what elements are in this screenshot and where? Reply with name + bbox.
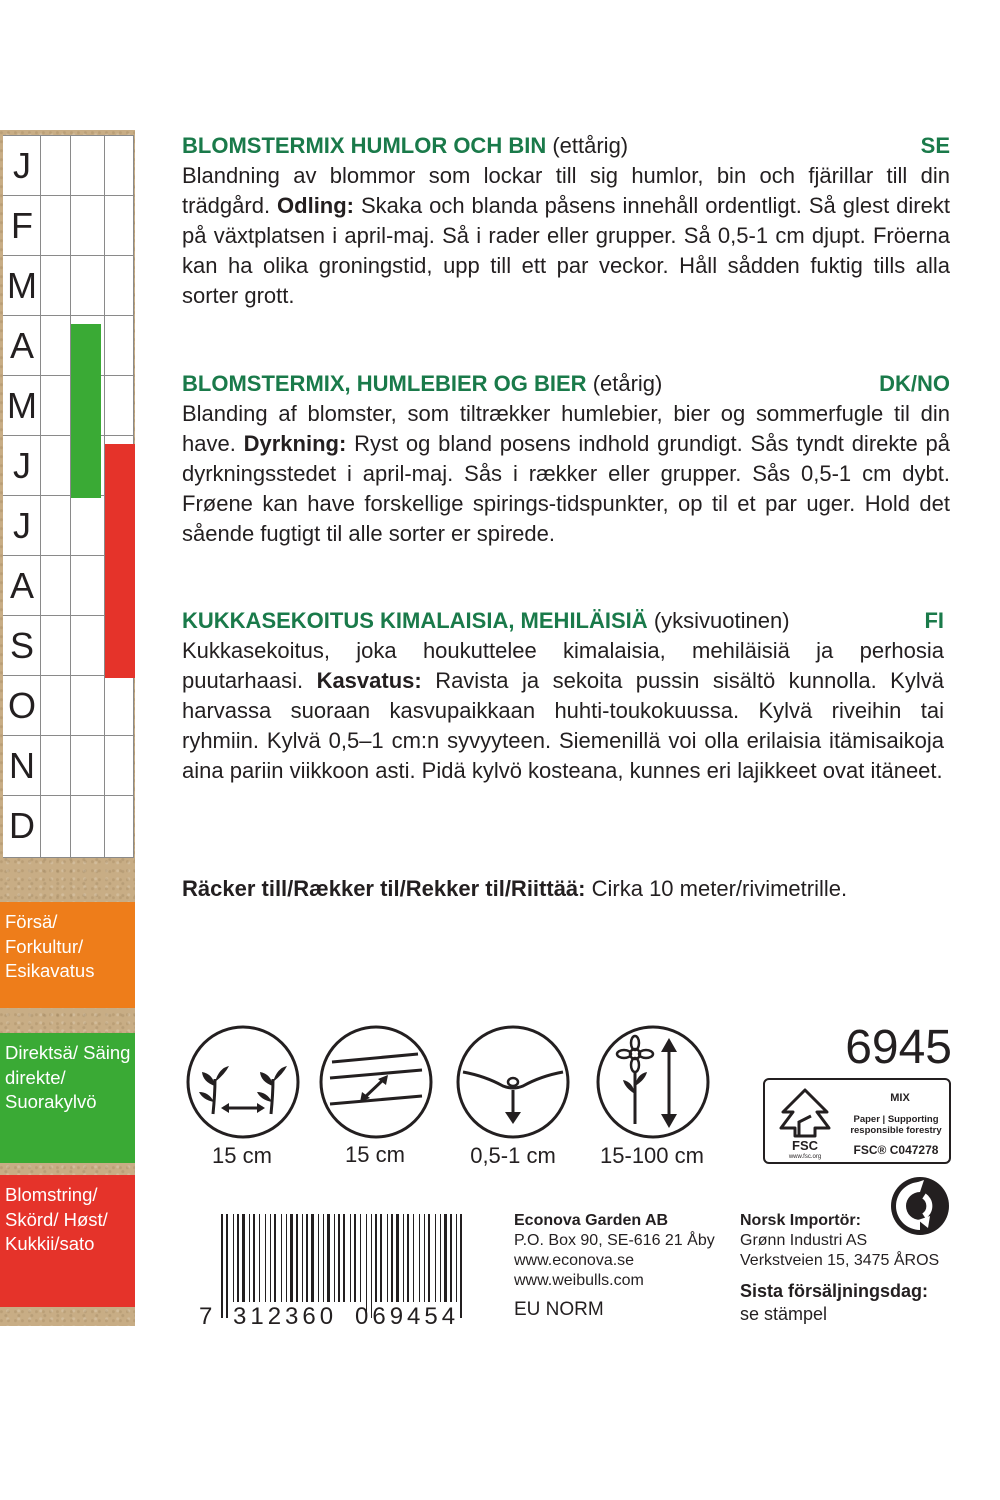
intro-text: Blandning av blommor som lockar till sig humlor, bin och fjärillar till din trädgård.: [182, 163, 950, 218]
grid-line: [70, 135, 71, 858]
month-row-dec: [3, 795, 133, 858]
month-letter: M: [7, 385, 37, 426]
barcode-bar: [253, 1214, 255, 1302]
legend-presow-text: Försä/ Forkultur/ Esikavatus: [5, 911, 95, 981]
month-row-nov: [3, 735, 133, 795]
fsc-logo-text: FSC: [792, 1138, 818, 1153]
month-row-oct: [3, 675, 133, 735]
barcode-bar: [296, 1214, 298, 1302]
importer-heading: Norsk Importör:: [740, 1212, 861, 1229]
language-code: FI: [924, 608, 944, 633]
barcode-bar: [391, 1214, 393, 1302]
barcode-bar: [424, 1214, 425, 1302]
cultivation-label: Dyrkning:: [243, 431, 347, 456]
month-row-may: [3, 375, 133, 435]
sowing-depth-icon: [455, 1024, 571, 1140]
barcode-bar: [259, 1214, 260, 1302]
importer-block: [740, 1211, 939, 1271]
month-letter: J: [13, 445, 31, 486]
company-web[interactable]: www.weibulls.com: [514, 1272, 644, 1289]
section-title: BLOMSTERMIX, HUMLEBIER OG BIER: [182, 371, 587, 396]
cultivation-label: Kasvatus:: [316, 668, 422, 693]
fsc-site: www.fsc.org: [788, 1154, 822, 1160]
barcode-bar: [270, 1214, 271, 1302]
plant-spacing-label: 15 cm: [212, 1143, 272, 1168]
month-letter: J: [13, 145, 31, 186]
grid-line: [40, 135, 41, 858]
barcode-bar: [221, 1214, 223, 1318]
legend-flowering: [0, 1175, 135, 1307]
month-row-feb: [3, 195, 133, 255]
language-code: SE: [920, 133, 950, 158]
barcode-bar: [360, 1214, 361, 1302]
barcode-bar: [281, 1214, 282, 1302]
month-letter: F: [11, 205, 33, 246]
barcode-bar: [233, 1214, 234, 1302]
section-subtitle: (etårig): [592, 371, 663, 396]
month-letter: A: [9, 325, 34, 366]
barcode-bar: [334, 1214, 335, 1302]
intro-text: Kukkasekoitus, joka houkuttelee kimalaisia, mehiläisiä ja perhosia puutarhaasi.: [182, 638, 944, 693]
coverage-label: Räcker till/Rækker til/Rekker til/Riittää:: [182, 876, 586, 901]
barcode-bar: [440, 1214, 441, 1302]
plant-height-label: 15-100 cm: [600, 1143, 704, 1168]
barcode-bar: [444, 1214, 447, 1302]
flowering-bar: [105, 444, 135, 678]
legend-presow: [0, 902, 135, 1008]
barcode-bar: [226, 1214, 228, 1318]
plant-height-icon: [595, 1024, 711, 1140]
language-code: DK/NO: [879, 371, 950, 396]
fsc-mix: MIX: [890, 1092, 910, 1104]
company-web[interactable]: www.econova.se: [514, 1252, 635, 1269]
barcode-bar: [450, 1214, 452, 1302]
last-sale-block: [740, 1280, 928, 1326]
barcode-bar: [460, 1214, 462, 1318]
barcode-bar: [302, 1214, 303, 1302]
cultivation-label: Odling:: [277, 193, 355, 218]
barcode-digits-right: 069454: [355, 1303, 460, 1330]
month-row-apr: [3, 315, 133, 375]
barcode-bar: [380, 1214, 382, 1302]
month-letter: A: [9, 565, 34, 606]
barcode-bar: [338, 1214, 340, 1302]
barcode-bar: [375, 1214, 377, 1302]
barcode-bar: [435, 1214, 436, 1302]
barcode-bar: [396, 1214, 399, 1302]
month-row-jan: [3, 135, 133, 195]
barcode-bar: [323, 1214, 324, 1302]
barcode-bar: [237, 1214, 239, 1302]
barcode-bar: [249, 1214, 250, 1302]
legend-direct-sowing: [0, 1033, 135, 1163]
barcode-bar: [286, 1214, 287, 1302]
direct-sowing-bar: [71, 324, 101, 498]
coverage-line: [182, 874, 847, 904]
section-title: KUKKASEKOITUS KIMALAISIA, MEHILÄISIÄ: [182, 608, 648, 633]
section-body: [182, 161, 950, 311]
section-danish: [182, 369, 950, 549]
section-body: [182, 399, 950, 549]
sowing-calendar-strip: [0, 130, 135, 1326]
company-name: Econova Garden AB: [514, 1212, 669, 1229]
barcode-bar: [413, 1214, 414, 1302]
barcode-bar: [265, 1214, 266, 1302]
barcode-bar: [419, 1214, 420, 1302]
importer-name: Grønn Industri AS: [740, 1232, 868, 1249]
last-sale-heading: Sista försäljningsdag:: [740, 1281, 929, 1301]
company-address: P.O. Box 90, SE-616 21 Åby: [514, 1232, 715, 1249]
row-spacing-label: 15 cm: [345, 1142, 405, 1167]
cultivation-text: Ravista ja sekoita pussin sisältö kunnolla. Kylvä harvassa suoraan kasvupaikkaan huhti-toukokuussa. Kylvä riveihin tai ryhmiin. Kylvä 0,5–1 cm:n syvyyteen. Siemenillä voi olla erilaisia itämisaikoja aina pariin viikkoon asti. Pidä kylvö kosteana, kunnes eri lajikkeet ovat itäneet.: [182, 668, 944, 783]
barcode-bar: [407, 1214, 409, 1302]
fsc-tree-logo-icon: [773, 1086, 837, 1160]
month-letter: S: [9, 625, 34, 666]
barcode-digits-left: 312360: [233, 1303, 338, 1330]
month-row-mar: [3, 255, 133, 315]
plant-spacing-icon: [185, 1024, 301, 1140]
month-letter: J: [13, 505, 31, 546]
last-sale-value: se stämpel: [740, 1304, 828, 1324]
sowing-depth-label: 0,5-1 cm: [470, 1143, 556, 1168]
barcode-bar: [311, 1214, 314, 1302]
barcode-bar: [354, 1214, 356, 1302]
grid-line: [104, 135, 105, 858]
barcode: [195, 1212, 475, 1330]
section-subtitle: (ettårig): [552, 133, 629, 158]
barcode-bar: [306, 1214, 308, 1302]
barcode-bar: [274, 1214, 276, 1302]
barcode-bar: [318, 1214, 319, 1302]
fsc-code: FSC® C047278: [853, 1143, 939, 1157]
month-letter: O: [7, 685, 36, 726]
month-letter: N: [9, 745, 35, 786]
barcode-bar: [290, 1214, 293, 1302]
eu-norm: EU NORM: [514, 1299, 604, 1320]
month-letter: M: [7, 265, 37, 306]
barcode-bar: [428, 1214, 430, 1302]
section-body: [182, 636, 944, 786]
section-title: BLOMSTERMIX HUMLOR OCH BIN: [182, 133, 547, 158]
row-spacing-icon: [318, 1024, 434, 1140]
section-header: [182, 131, 950, 161]
cultivation-text: Skaka och blanda påsens innehåll ordentligt. Så glest direkt på växtplatsen i april-maj. Så i rader eller grupper. Så 0,5-1 cm djupt. Fröerna kan ha olika groningstid, upp till ett par veckor. Håll sådden fuktig tills alla sorter grott.: [182, 193, 950, 308]
section-subtitle: (yksivuotinen): [653, 608, 790, 633]
section-swedish: [182, 131, 950, 311]
barcode-digit-prefix: 7: [199, 1303, 213, 1330]
intro-text: Blanding af blomster, som tiltrækker humlebier, bier og sommerfugle til din have.: [182, 401, 950, 456]
barcode-bar: [456, 1214, 457, 1302]
coverage-value: Cirka 10 meter/rivimetrille.: [591, 876, 848, 901]
month-letter: D: [9, 805, 35, 846]
importer-address: Verkstveien 15, 3475 ÅROS: [740, 1252, 940, 1269]
barcode-bar: [403, 1214, 404, 1302]
company-block: [514, 1211, 715, 1291]
section-header: [182, 369, 950, 399]
barcode-bar: [343, 1214, 345, 1302]
barcode-bar: [242, 1214, 245, 1302]
section-finnish: [182, 606, 944, 786]
barcode-bar: [327, 1214, 330, 1302]
legend-flowering-text: Blomstring/ Skörd/ Høst/ Kukkii/sato: [5, 1184, 108, 1254]
fsc-label: [763, 1078, 951, 1164]
fsc-text: Paper | Supporting responsible forestry: [850, 1114, 942, 1136]
month-calendar: [3, 135, 134, 858]
cultivation-text: Ryst og bland posens indhold grundigt. Sås tyndt direkte på dyrkningsstedet i april-maj. Sås i rækker eller grupper. Sås 0,5-1 cm dybt. Frøene kan have forskellige spirings-tidspunkter, op til et par uger. Hold det sående fugtigt til alle sorter er spirede.: [182, 431, 950, 546]
section-header: [182, 606, 944, 636]
product-number: 6945: [845, 1021, 952, 1074]
legend-direct-text: Direktsä/ Säing direkte/ Suorakylvö: [5, 1042, 131, 1112]
barcode-bar: [387, 1214, 388, 1302]
barcode-bar: [350, 1214, 351, 1302]
